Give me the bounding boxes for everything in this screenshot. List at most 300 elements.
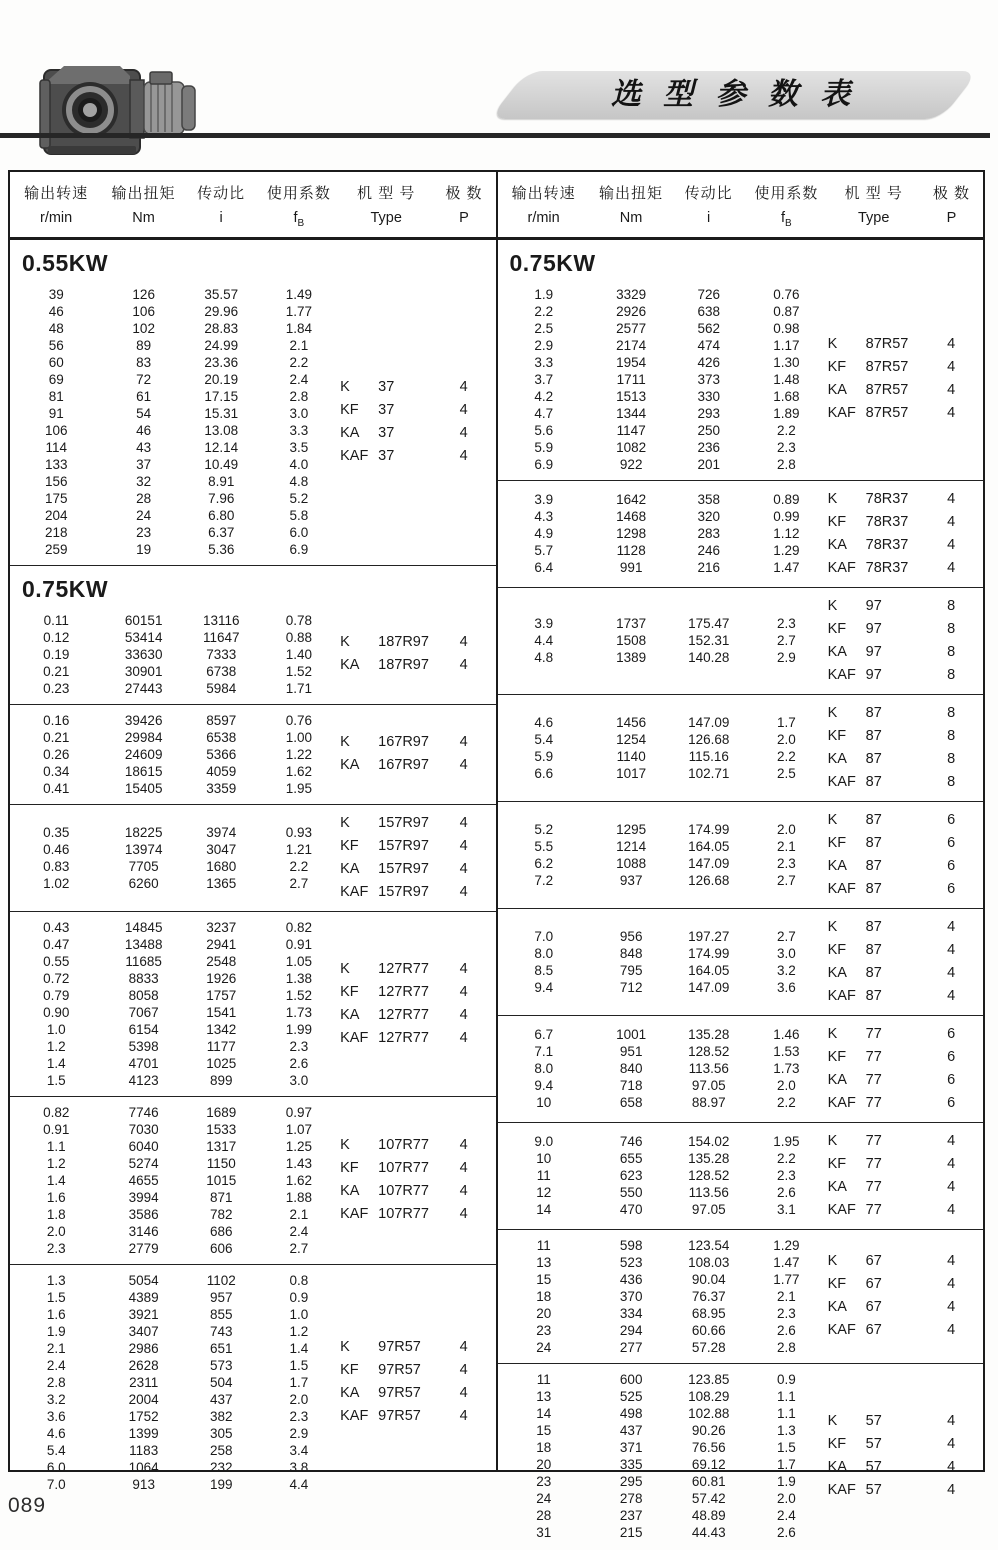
cell-ratio: 57.42 (691, 1490, 726, 1506)
cell-output-speed: 46 (48, 303, 64, 319)
table-row (498, 1184, 828, 1201)
cell-service-factor: 2.1 (776, 1288, 796, 1304)
table-row (10, 1272, 340, 1289)
model-prefix: K (340, 378, 350, 395)
poles-value: 4 (947, 1322, 956, 1339)
table-row (10, 286, 340, 303)
cell-output-speed: 259 (44, 541, 68, 557)
table-row (10, 680, 340, 697)
model-label (828, 557, 920, 580)
cell-ratio: 126.68 (688, 872, 730, 888)
column-header (672, 182, 745, 229)
cell-ratio: 1102 (206, 1272, 236, 1288)
cell-ratio: 102.88 (688, 1405, 730, 1421)
data-block (498, 279, 984, 480)
cell-output-speed: 0.55 (43, 953, 70, 969)
cell-output-speed: 11 (536, 1168, 551, 1184)
cell-output-torque: 102 (132, 320, 155, 336)
table-row (498, 525, 828, 542)
cell-ratio: 426 (697, 354, 721, 370)
cell-service-factor: 1.53 (773, 1044, 800, 1060)
model-label (828, 1176, 920, 1199)
model-type-row (828, 748, 983, 771)
cell-output-torque: 6260 (128, 875, 159, 891)
cell-ratio: 1317 (206, 1138, 237, 1154)
cell-output-torque: 295 (619, 1473, 643, 1489)
model-prefix: KF (827, 1155, 847, 1172)
cell-output-speed: 6.4 (534, 560, 554, 576)
cell-output-torque: 3921 (128, 1306, 159, 1322)
model-prefix: KA (827, 1299, 847, 1316)
model-prefix: KF (827, 359, 847, 376)
table-row (498, 1405, 828, 1422)
cell-output-torque: 30901 (124, 663, 163, 679)
poles-value: 8 (947, 666, 956, 683)
table-row (10, 490, 340, 507)
cell-output-torque: 4123 (128, 1072, 159, 1088)
cell-service-factor: 2.3 (289, 1038, 309, 1054)
model-label (828, 832, 920, 855)
poles-value: 4 (947, 1435, 956, 1452)
table-row (10, 663, 340, 680)
cell-ratio: 88.97 (691, 1095, 726, 1111)
cell-output-speed: 18 (536, 1439, 552, 1455)
cell-ratio: 1689 (206, 1104, 237, 1120)
table-row (498, 303, 828, 320)
model-code: 97R57 (378, 1362, 421, 1379)
cell-ratio: 69.12 (691, 1456, 726, 1472)
cell-output-speed: 4.8 (534, 650, 554, 666)
power-rating-label: 0.55KW (22, 249, 109, 276)
model-type-row (828, 618, 983, 641)
cell-output-speed: 6.6 (534, 765, 554, 781)
model-type-list (340, 1336, 495, 1428)
model-label (828, 333, 920, 356)
model-prefix: K (340, 734, 350, 751)
model-type-row (340, 1405, 495, 1428)
cell-output-speed: 5.7 (534, 543, 554, 559)
cell-ratio: 5984 (206, 680, 237, 696)
poles-value: 4 (459, 814, 468, 831)
model-label (828, 641, 920, 664)
cell-output-torque: 13488 (124, 936, 163, 952)
cell-service-factor: 3.1 (776, 1202, 796, 1218)
model-type-row (828, 1069, 983, 1092)
cell-output-speed: 1.0 (46, 1021, 66, 1037)
cell-ratio: 6.80 (208, 507, 235, 523)
cell-output-torque: 2577 (616, 320, 647, 336)
table-row (498, 962, 828, 979)
table-row (498, 1339, 828, 1356)
cell-output-speed: 0.11 (43, 612, 69, 628)
model-label (828, 488, 920, 511)
model-code: 78R37 (865, 536, 909, 553)
data-block (498, 801, 984, 908)
cell-ratio: 1926 (206, 970, 237, 986)
model-prefix: KF (827, 834, 847, 851)
cell-output-torque: 746 (619, 1134, 643, 1150)
poles-value: 8 (947, 597, 956, 614)
table-row (498, 1094, 828, 1111)
numeric-rows (10, 1272, 340, 1493)
table-row (10, 953, 340, 970)
cell-service-factor: 3.5 (289, 439, 309, 455)
model-prefix: KF (827, 513, 847, 530)
cell-service-factor: 1.25 (285, 1138, 312, 1154)
cell-output-speed: 3.7 (534, 371, 554, 387)
model-code: 37 (378, 401, 395, 418)
poles-value: 8 (947, 727, 956, 744)
cell-ratio: 57.28 (691, 1339, 726, 1355)
model-label (828, 595, 920, 618)
cell-output-speed: 69 (48, 371, 64, 387)
numeric-rows (498, 1371, 828, 1541)
cell-service-factor: 1.71 (285, 680, 312, 696)
model-type-row (828, 356, 983, 379)
model-code: 87 (865, 918, 882, 935)
model-label (340, 1382, 432, 1405)
model-prefix: KA (340, 424, 360, 441)
table-row (10, 1004, 340, 1021)
model-code: 97R57 (378, 1339, 421, 1356)
cell-ratio: 90.04 (691, 1271, 726, 1287)
model-prefix: KA (340, 657, 360, 674)
model-label (340, 1180, 432, 1203)
model-type-row (340, 1004, 495, 1027)
header-label: 输出扭矩 (598, 185, 663, 202)
cell-ratio: 97.05 (691, 1202, 726, 1218)
cell-ratio: 5366 (206, 746, 237, 762)
table-row (498, 1133, 828, 1150)
model-prefix: KAF (340, 1206, 369, 1223)
table-row (498, 855, 828, 872)
cell-service-factor: 1.77 (285, 303, 312, 319)
model-type-row (340, 981, 495, 1004)
cell-output-speed: 1.9 (46, 1323, 66, 1339)
header-label: 使用系数 (266, 185, 331, 202)
header-unit (745, 210, 828, 229)
model-prefix: KF (827, 727, 847, 744)
cell-ratio: 123.54 (688, 1237, 730, 1253)
cell-output-torque: 2986 (128, 1340, 159, 1356)
cell-service-factor: 0.82 (285, 919, 312, 935)
model-type-list (828, 1023, 983, 1115)
table-row (10, 763, 340, 780)
cell-output-torque: 237 (619, 1507, 643, 1523)
cell-service-factor: 0.88 (285, 629, 312, 645)
header-label: 机 型 号 (357, 185, 416, 202)
cell-service-factor: 2.5 (776, 765, 796, 781)
cell-ratio: 35.57 (204, 286, 239, 302)
model-prefix: KA (340, 757, 360, 774)
cell-ratio: 246 (697, 543, 721, 559)
cell-service-factor: 0.97 (285, 1104, 312, 1120)
cell-output-speed: 1.3 (46, 1272, 66, 1288)
cell-service-factor: 4.0 (289, 456, 309, 472)
cell-output-torque: 718 (619, 1078, 643, 1094)
table-row (498, 1305, 828, 1322)
model-prefix: K (827, 704, 838, 721)
cell-output-speed: 1.5 (46, 1072, 66, 1088)
cell-output-torque: 37 (136, 456, 152, 472)
model-type-row (340, 958, 495, 981)
model-prefix: KF (827, 941, 847, 958)
cell-service-factor: 3.6 (776, 979, 796, 995)
cell-ratio: 1150 (206, 1155, 236, 1171)
model-type-row (340, 1203, 495, 1226)
model-label (340, 1336, 432, 1359)
table-row (10, 541, 340, 558)
cell-output-torque: 2311 (129, 1374, 159, 1390)
cell-service-factor: 2.0 (776, 821, 796, 837)
cell-ratio: 15.31 (204, 405, 239, 421)
cell-output-torque: 89 (136, 337, 152, 353)
model-label (828, 771, 920, 794)
cell-output-speed: 14 (536, 1202, 552, 1218)
model-code: 87R57 (865, 405, 909, 422)
cell-service-factor: 1.22 (285, 746, 312, 762)
model-code: 77 (865, 1048, 882, 1065)
poles-value: 6 (947, 1025, 956, 1042)
cell-service-factor: 3.0 (776, 945, 796, 961)
cell-ratio: 4059 (206, 763, 237, 779)
model-code: 107R77 (378, 1183, 429, 1200)
table-row (498, 508, 828, 525)
power-section (498, 240, 984, 1548)
cell-output-speed: 10 (536, 1151, 552, 1167)
poles-value: 4 (459, 1006, 468, 1023)
cell-output-speed: 0.41 (43, 780, 70, 796)
table-row (498, 1254, 828, 1271)
model-type-list (340, 731, 495, 777)
cell-output-torque: 498 (619, 1405, 643, 1421)
model-type-row (340, 399, 495, 422)
model-type-row (828, 1023, 983, 1046)
column-header (10, 182, 102, 229)
model-prefix: KA (340, 1183, 360, 1200)
cell-ratio: 573 (210, 1357, 233, 1373)
model-type-row (828, 771, 983, 794)
model-label (340, 1157, 432, 1180)
data-block (10, 704, 496, 804)
poles-value: 4 (947, 359, 956, 376)
poles-value: 6 (947, 834, 956, 851)
table-row (10, 405, 340, 422)
cell-service-factor: 2.2 (776, 422, 796, 438)
table-row (10, 729, 340, 746)
header-unit (672, 210, 745, 226)
cell-output-torque: 18225 (124, 824, 163, 840)
model-code: 187R97 (378, 634, 429, 651)
poles-value: 4 (459, 1029, 468, 1046)
table-row (498, 615, 828, 632)
cell-service-factor: 2.2 (776, 1095, 796, 1111)
table-row (10, 612, 340, 629)
model-code: 157R97 (378, 837, 429, 854)
model-type-row (828, 855, 983, 878)
cell-output-torque: 623 (619, 1168, 643, 1184)
cell-ratio: 5.36 (208, 541, 235, 557)
cell-service-factor: 2.6 (289, 1055, 309, 1071)
cell-service-factor: 2.6 (776, 1185, 796, 1201)
cell-service-factor: 2.3 (776, 1168, 796, 1184)
cell-ratio: 373 (697, 371, 721, 387)
model-type-row (828, 1176, 983, 1199)
cell-ratio: 2548 (206, 953, 237, 969)
table-row (10, 1442, 340, 1459)
model-type-row (340, 445, 495, 468)
header-label: 机 型 号 (844, 185, 903, 202)
model-type-list (828, 702, 983, 794)
poles-value: 4 (459, 860, 468, 877)
poles-value: 4 (459, 1206, 468, 1223)
cell-service-factor: 1.73 (773, 1061, 800, 1077)
table-row (10, 1021, 340, 1038)
cell-output-speed: 7.2 (534, 872, 554, 888)
model-prefix: KA (827, 857, 847, 874)
table-body (10, 240, 496, 1500)
poles-value: 4 (459, 447, 468, 464)
cell-output-torque: 1344 (616, 405, 647, 421)
cell-output-speed: 0.21 (43, 663, 70, 679)
cell-service-factor: 1.68 (773, 388, 800, 404)
cell-ratio: 76.37 (691, 1288, 726, 1304)
cell-output-torque: 655 (619, 1151, 643, 1167)
model-code: 37 (378, 424, 395, 441)
cell-ratio: 164.05 (688, 962, 730, 978)
cell-output-torque: 294 (619, 1322, 643, 1338)
poles-value: 6 (947, 880, 956, 897)
table-row (10, 371, 340, 388)
table-row (498, 838, 828, 855)
cell-service-factor: 0.78 (285, 612, 312, 628)
model-type-row (828, 488, 983, 511)
header-label: 传动比 (684, 185, 733, 202)
cell-output-speed: 4.3 (534, 509, 554, 525)
cell-ratio: 10.49 (204, 456, 239, 472)
header-label: 极 数 (445, 185, 483, 202)
model-prefix: KAF (827, 666, 856, 683)
numeric-rows (498, 1026, 828, 1111)
poles-value: 4 (459, 1183, 468, 1200)
poles-value: 4 (459, 1137, 468, 1154)
cell-ratio: 48.89 (691, 1507, 726, 1523)
model-prefix: KF (340, 837, 359, 854)
cell-service-factor: 2.1 (289, 1206, 309, 1222)
table-row (10, 303, 340, 320)
table-row (498, 979, 828, 996)
model-type-list (340, 376, 495, 468)
model-prefix: KA (827, 750, 847, 767)
model-code: 127R77 (378, 1029, 429, 1046)
numeric-rows (498, 491, 828, 576)
model-prefix: KF (340, 1160, 359, 1177)
model-type-row (340, 812, 495, 835)
cell-output-torque: 2628 (128, 1357, 159, 1373)
model-prefix: K (827, 1132, 838, 1149)
cell-service-factor: 4.4 (289, 1476, 309, 1492)
header-label: 输出转速 (24, 185, 89, 202)
cell-output-speed: 0.82 (43, 1104, 70, 1120)
data-block (498, 1229, 984, 1363)
table-row (498, 1507, 828, 1524)
table-row (10, 824, 340, 841)
cell-ratio: 128.52 (688, 1168, 730, 1184)
cell-output-speed: 5.2 (534, 821, 554, 837)
column-header (185, 182, 258, 229)
cell-output-speed: 2.2 (534, 303, 554, 319)
model-prefix: K (827, 336, 838, 353)
cell-ratio: 115.16 (688, 748, 729, 764)
cell-output-torque: 1140 (616, 748, 646, 764)
cell-service-factor: 2.4 (289, 1223, 309, 1239)
cell-output-torque: 371 (619, 1439, 643, 1455)
gearmotor-photo (34, 50, 202, 168)
cell-service-factor: 1.46 (773, 1027, 800, 1043)
cell-ratio: 3974 (206, 824, 237, 840)
model-type-row (828, 664, 983, 687)
cell-output-torque: 28 (136, 490, 152, 506)
cell-service-factor: 2.8 (776, 456, 796, 472)
power-rating-label: 0.75KW (22, 575, 109, 602)
model-type-row (828, 878, 983, 901)
model-prefix: KA (340, 1385, 360, 1402)
table-row (498, 1322, 828, 1339)
cell-service-factor: 3.8 (289, 1459, 309, 1475)
model-label (828, 379, 920, 402)
header-unit (432, 210, 495, 226)
cell-ratio: 638 (697, 303, 721, 319)
model-prefix: KA (827, 536, 847, 553)
data-block (10, 1096, 496, 1264)
column-header-row (10, 172, 496, 240)
model-type-row (340, 422, 495, 445)
column-header (340, 182, 432, 229)
cell-output-speed: 11 (536, 1237, 551, 1253)
poles-value: 4 (459, 634, 468, 651)
cell-service-factor: 2.0 (776, 731, 796, 747)
cell-ratio: 3047 (206, 841, 237, 857)
model-label (828, 878, 920, 901)
table-row (10, 320, 340, 337)
cell-service-factor: 0.9 (289, 1289, 309, 1305)
cell-output-speed: 3.6 (46, 1408, 66, 1424)
poles-value: 8 (947, 620, 956, 637)
poles-value: 4 (459, 1385, 468, 1402)
cell-service-factor: 1.62 (285, 763, 312, 779)
poles-value: 4 (947, 1132, 956, 1149)
cell-service-factor: 2.8 (289, 388, 309, 404)
model-label (340, 1405, 432, 1428)
cell-output-torque: 2926 (616, 303, 647, 319)
model-code: 78R37 (865, 559, 909, 576)
cell-ratio: 726 (697, 286, 721, 302)
model-label (340, 1027, 432, 1050)
model-prefix: K (827, 811, 838, 828)
model-code: 167R97 (378, 734, 429, 751)
cell-ratio: 258 (210, 1442, 233, 1458)
cell-service-factor: 2.7 (776, 872, 796, 888)
numeric-rows (10, 824, 340, 892)
model-type-row (340, 654, 495, 677)
table-row (10, 1408, 340, 1425)
cell-output-torque: 3407 (128, 1323, 159, 1339)
cell-output-torque: 1468 (616, 509, 647, 525)
model-code: 87 (865, 773, 882, 790)
model-prefix: K (340, 1137, 350, 1154)
cell-output-speed: 7.0 (46, 1476, 66, 1492)
cell-output-torque: 39426 (124, 712, 163, 728)
